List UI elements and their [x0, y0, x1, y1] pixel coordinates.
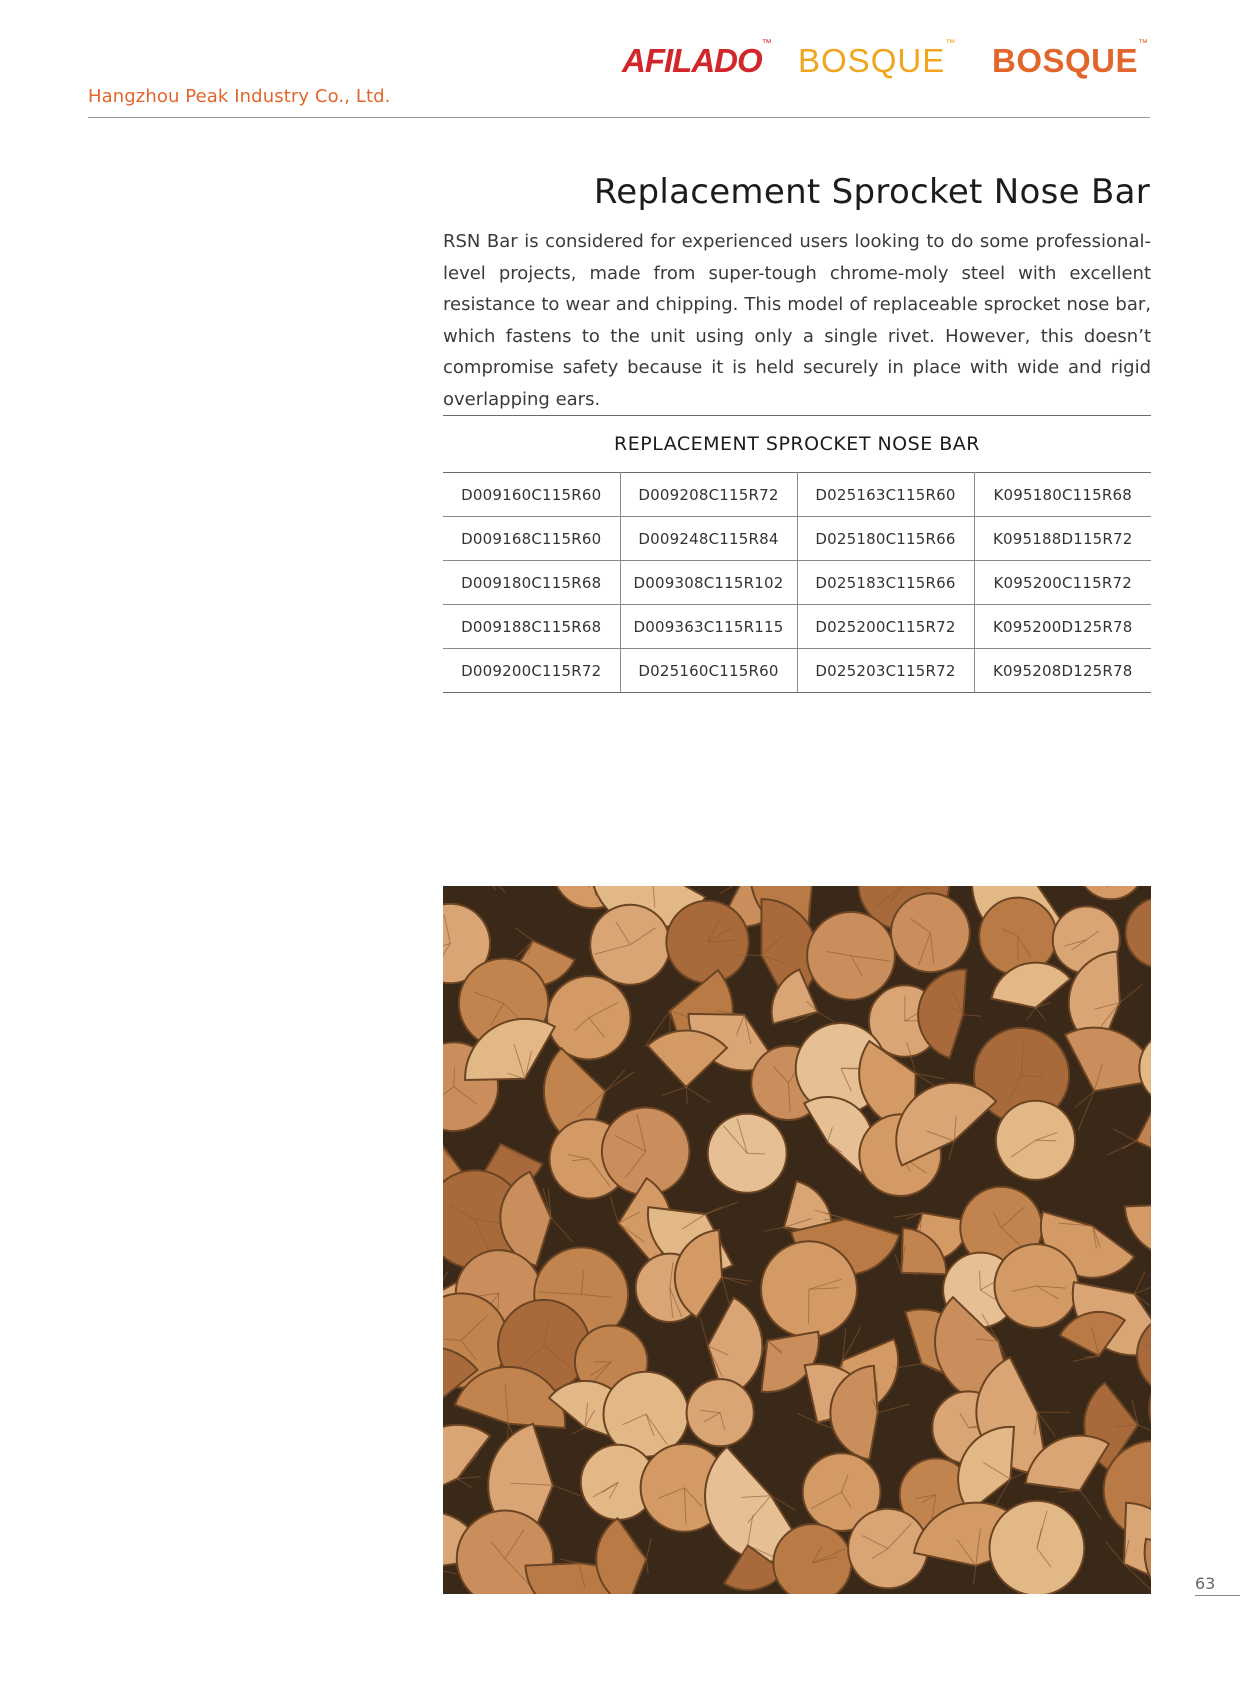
log-piece	[807, 912, 895, 1000]
trademark-mark: ™	[945, 38, 957, 49]
brand-logos	[620, 36, 1160, 86]
table-row	[443, 605, 1151, 649]
table-cell: D009180C115R68	[443, 561, 620, 605]
product-table-section	[443, 415, 1151, 693]
log-piece	[773, 1524, 851, 1594]
table-cell: D025203C115R72	[797, 649, 974, 693]
table-cell: D009200C115R72	[443, 649, 620, 693]
log-piece	[666, 901, 748, 983]
table-cell: K095200D125R78	[974, 605, 1151, 649]
model-table	[443, 472, 1151, 693]
page-number: 63	[1195, 1574, 1216, 1593]
table-cell: K095208D125R78	[974, 649, 1151, 693]
table-cell: D009208C115R72	[620, 473, 797, 517]
company-name: Hangzhou Peak Industry Co., Ltd.	[88, 86, 391, 107]
table-cell: K095180C115R68	[974, 473, 1151, 517]
log-piece	[547, 976, 630, 1059]
afilado-logo	[622, 38, 771, 80]
table-cell: D025160C115R60	[620, 649, 797, 693]
table-cell: K095188D115R72	[974, 517, 1151, 561]
log-piece	[590, 905, 670, 985]
trademark-mark: ™	[761, 38, 771, 49]
table-cell: K095200C115R72	[974, 561, 1151, 605]
log-piece	[687, 1379, 754, 1446]
log-piece	[996, 1101, 1075, 1180]
bosque-orange-logo-text: BOSQUE	[992, 42, 1139, 79]
table-cell: D009160C115R60	[461, 485, 602, 504]
bosque-orange-logo	[992, 38, 1149, 80]
log-piece	[761, 1241, 857, 1337]
table-cell: D009363C115R115	[620, 605, 797, 649]
trademark-mark: ™	[1138, 38, 1149, 49]
log-piece	[995, 1244, 1079, 1328]
bosque-yellow-logo-text: BOSQUE	[798, 42, 946, 79]
bosque-yellow-logo	[798, 38, 957, 80]
table-cell: D009308C115R102	[620, 561, 797, 605]
table-cell: D025183C115R66	[797, 561, 974, 605]
header-divider	[88, 117, 1150, 118]
log-piece	[990, 1501, 1085, 1594]
table-cell: D025200C115R72	[797, 605, 974, 649]
page-title: Replacement Sprocket Nose Bar	[593, 172, 1150, 212]
log-piece	[708, 1114, 787, 1193]
page-number-rule	[1195, 1595, 1240, 1596]
table-row	[443, 561, 1151, 605]
table-cell: D009188C115R68	[443, 605, 620, 649]
table-row	[443, 517, 1151, 561]
table-cell: D009168C115R60	[443, 517, 620, 561]
firewood-photo	[443, 886, 1151, 1594]
afilado-logo-text: AFILADO	[622, 42, 762, 79]
firewood-illustration	[443, 886, 1151, 1594]
table-row	[443, 473, 1151, 517]
table-title: REPLACEMENT SPROCKET NOSE BAR	[614, 433, 980, 455]
table-cell: D025180C115R66	[797, 517, 974, 561]
table-cell: D025163C115R60	[797, 473, 974, 517]
table-row	[443, 649, 1151, 693]
log-piece	[891, 893, 970, 972]
product-description: RSN Bar is considered for experienced users looking to do some professional-level projects, made from super-tough chrome-moly steel with excellent resistance to wear and chipping. This model of replaceable sprocket nose bar, which fastens to the unit using only a single rivet. However, this doesn’t compromise safety because it is held securely in place with wide and rigid overlapping ears.	[443, 231, 1151, 410]
table-cell: D009248C115R84	[620, 517, 797, 561]
